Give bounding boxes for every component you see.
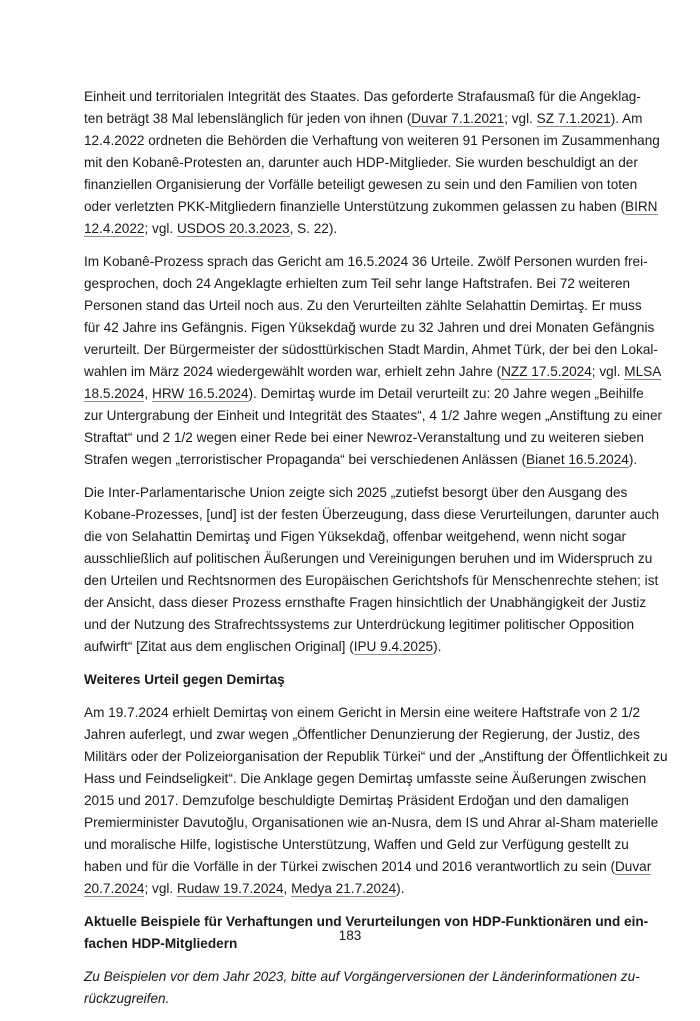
source-link[interactable]: 12.4.2022 (84, 221, 145, 236)
text-line (84, 218, 616, 240)
text-segment: Im Kobanê-Prozess sprach das Gericht am 16.5.2024 36 Urteile. Zwölf Personen wurden frei- (84, 254, 648, 269)
text-line (84, 196, 658, 218)
text-segment: gesprochen, doch 24 Angeklagte erhielten zum Teil sehr lange Haftstrafen. Bei 72 weiteren (84, 276, 631, 291)
text-line (84, 669, 616, 691)
text-line (84, 108, 643, 130)
text-line (84, 504, 660, 526)
text-segment: rückzugreifen. (84, 991, 170, 1006)
italic-note (84, 966, 640, 1010)
text-segment: ; vgl. (144, 881, 177, 896)
text-line (84, 790, 629, 812)
text-line (84, 339, 658, 361)
text-line (84, 988, 616, 1010)
text-segment: 12.4.2022 ordneten die Behörden die Verhaftung von weiteren 91 Personen im Zusammenhang (84, 133, 660, 148)
text-segment: ). (433, 639, 442, 654)
text-segment: ; vgl. (591, 364, 625, 379)
text-segment: ). Demirtaş wurde im Detail verurteilt zu: 20 Jahre wegen „Beihilfe (248, 386, 644, 401)
text-line (84, 592, 647, 614)
text-segment: oder verletzten PKK-Mitgliedern finanzielle Unterstützung zukommen gelassen zu haben ( (84, 199, 626, 214)
text-segment: mit den Kobanê-Protesten an, darunter auch HDP-Mitglieder. Sie wurden beschuldigt an der (84, 155, 638, 170)
source-link[interactable]: 20.7.2024 (84, 881, 145, 896)
text-segment: Premierminister Davutoğlu, Organisationen wie an-Nusra, dem IS und Ahrar al-Sham materielle (84, 815, 659, 830)
text-segment: ten beträgt 38 Mal lebenslänglich für jeden von ihnen ( (84, 111, 412, 126)
text-line (84, 614, 635, 636)
text-line (84, 834, 629, 856)
text-segment: Hass und Feindseligkeit“. Die Anklage gegen Demirtaş umfasste seine Äußerungen zwischen (84, 771, 647, 786)
text-segment: verurteilt. Der Bürgermeister der südosttürkischen Stadt Mardin, Ahmet Türk, der bei den Lokal- (84, 342, 658, 357)
document-body (84, 86, 668, 1021)
text-line (84, 427, 644, 449)
source-link[interactable]: NZZ 17.5.2024 (501, 364, 592, 379)
source-link[interactable]: SZ 7.1.2021 (536, 111, 611, 126)
text-line (84, 317, 655, 339)
text-segment: zur Untergrabung der Einheit und Integrität des Staates“, 4 1/2 Jahre wegen „Anstiftung zu einer (84, 408, 663, 423)
text-line (84, 405, 663, 427)
text-segment: Zu Beispielen vor dem Jahr 2023, bitte auf Vorgängerversionen der Länderinformationen zu- (84, 969, 640, 984)
text-line (84, 361, 662, 383)
text-line (84, 570, 659, 592)
text-segment: der Ansicht, dass dieser Prozess ernsthafte Fragen hinsichtlich der Unabhängigkeit der Justiz (84, 595, 647, 610)
source-link[interactable]: MLSA (624, 364, 662, 379)
text-segment: ). (396, 881, 405, 896)
text-segment: ). Am (610, 111, 643, 126)
text-segment: 2015 und 2017. Demzufolge beschuldigte Demirtaş Präsident Erdoğan und den damaligen (84, 793, 629, 808)
text-segment: Aktuelle Beispiele für Verhaftungen und Verurteilungen von HDP-Funktionären und ein- (84, 914, 649, 929)
text-segment: Kobane-Prozesses, [und] ist der festen Überzeugung, dass diese Verurteilungen, darunter auch (84, 507, 660, 522)
text-line (84, 130, 660, 152)
text-line (84, 702, 641, 724)
source-link[interactable]: Medya 21.7.2024 (291, 881, 397, 896)
page-number: 183 (338, 928, 362, 943)
source-link[interactable]: Duvar (614, 859, 652, 874)
text-line (84, 812, 659, 834)
paragraph (84, 86, 660, 240)
text-segment: für 42 Jahre ins Gefängnis. Figen Yüksekdağ wurde zu 32 Jahren und drei Monaten Gefängnis (84, 320, 655, 335)
text-line (84, 768, 647, 790)
text-line (84, 746, 668, 768)
text-line (84, 636, 616, 658)
text-line (84, 86, 641, 108)
paragraph (84, 482, 660, 658)
text-segment: finanziellen Organisierung der Vorfälle beteiligt gewesen zu sein und den Familien von toten (84, 177, 638, 192)
text-line (84, 482, 628, 504)
text-line (84, 152, 638, 174)
section-heading (84, 669, 616, 691)
text-segment: ; vgl. (144, 221, 177, 236)
source-link[interactable]: IPU 9.4.2025 (353, 639, 434, 654)
text-segment: , S. 22). (289, 221, 338, 236)
source-link[interactable]: BIRN (625, 199, 658, 214)
text-line (84, 548, 653, 570)
source-link[interactable]: USDOS 20.3.2023 (176, 221, 290, 236)
text-segment: , (144, 386, 153, 401)
paragraph (84, 702, 668, 900)
text-segment: Die Inter-Parlamentarische Union zeigte sich 2025 „zutiefst besorgt über den Ausgang des (84, 485, 628, 500)
text-line (84, 251, 648, 273)
text-segment: und moralische Hilfe, logistische Unterstützung, Waffen und Geld zur Verfügung gestellt zu (84, 837, 629, 852)
text-segment: die von Selahattin Demirtaş und Figen Yüksekdağ, offenbar weitgehend, wenn nicht sogar (84, 529, 627, 544)
text-line (84, 273, 631, 295)
text-segment: ). (628, 452, 638, 467)
text-line (84, 295, 642, 317)
text-line (84, 724, 640, 746)
source-link[interactable]: Bianet 16.5.2024 (526, 452, 629, 467)
text-segment: Militärs oder der Polizeiorganisation der Republik Türkei“ und der „Anstiftung der Öffentlichkeit zu (84, 749, 668, 764)
text-segment: aufwirft“ [Zitat aus dem englischen Original] ( (84, 639, 354, 654)
source-link[interactable]: Rudaw 19.7.2024 (176, 881, 284, 896)
text-segment: ausschließlich auf politischen Äußerungen und Vereinigungen beruhen und im Widerspruch zu (84, 551, 653, 566)
text-line (84, 878, 616, 900)
text-line (84, 966, 640, 988)
text-segment: Weiteres Urteil gegen Demirtaş (84, 672, 285, 687)
source-link[interactable]: Duvar 7.1.2021 (411, 111, 505, 126)
source-link[interactable]: HRW 16.5.2024 (152, 386, 249, 401)
text-segment: fachen HDP-Mitgliedern (84, 936, 238, 951)
text-segment: , (283, 881, 292, 896)
text-line (84, 856, 652, 878)
text-line (84, 174, 638, 196)
text-line (84, 383, 644, 405)
text-segment: Am 19.7.2024 erhielt Demirtaş von einem Gericht in Mersin eine weitere Haftstrafe von 2 1/2 (84, 705, 641, 720)
text-segment: Personen stand das Urteil noch aus. Zu den Verurteilten zählte Selahattin Demirtaş. Er muss (84, 298, 642, 313)
text-segment: Strafen wegen „terroristischer Propaganda“ bei verschiedenen Anlässen ( (84, 452, 527, 467)
source-link[interactable]: 18.5.2024 (84, 386, 145, 401)
text-segment: und der Nutzung des Strafrechtssystems zur Unterdrückung legitimer politischer Opposition (84, 617, 635, 632)
text-segment: den Urteilen und Rechtsnormen des Europäischen Gerichtshofs für Menschenrechte stehen; ist (84, 573, 659, 588)
text-segment: Einheit und territorialen Integrität des Staates. Das geforderte Strafausmaß für die Angeklag- (84, 89, 641, 104)
text-segment: wahlen im März 2024 wiedergewählt worden war, erhielt zehn Jahre ( (84, 364, 502, 379)
text-line (84, 526, 627, 548)
text-segment: haben und für die Vorfälle in der Türkei zwischen 2014 und 2016 verantwortlich zu sein ( (84, 859, 615, 874)
paragraph (84, 251, 663, 471)
text-segment: Straftat“ und 2 1/2 wegen einer Rede bei einer Newroz-Veranstaltung und zu weiteren sieben (84, 430, 644, 445)
text-segment: Jahren auferlegt, und zwar wegen „Öffentlicher Denunzierung der Regierung, der Justiz, des (84, 727, 640, 742)
text-segment: ; vgl. (504, 111, 537, 126)
text-line (84, 449, 638, 471)
